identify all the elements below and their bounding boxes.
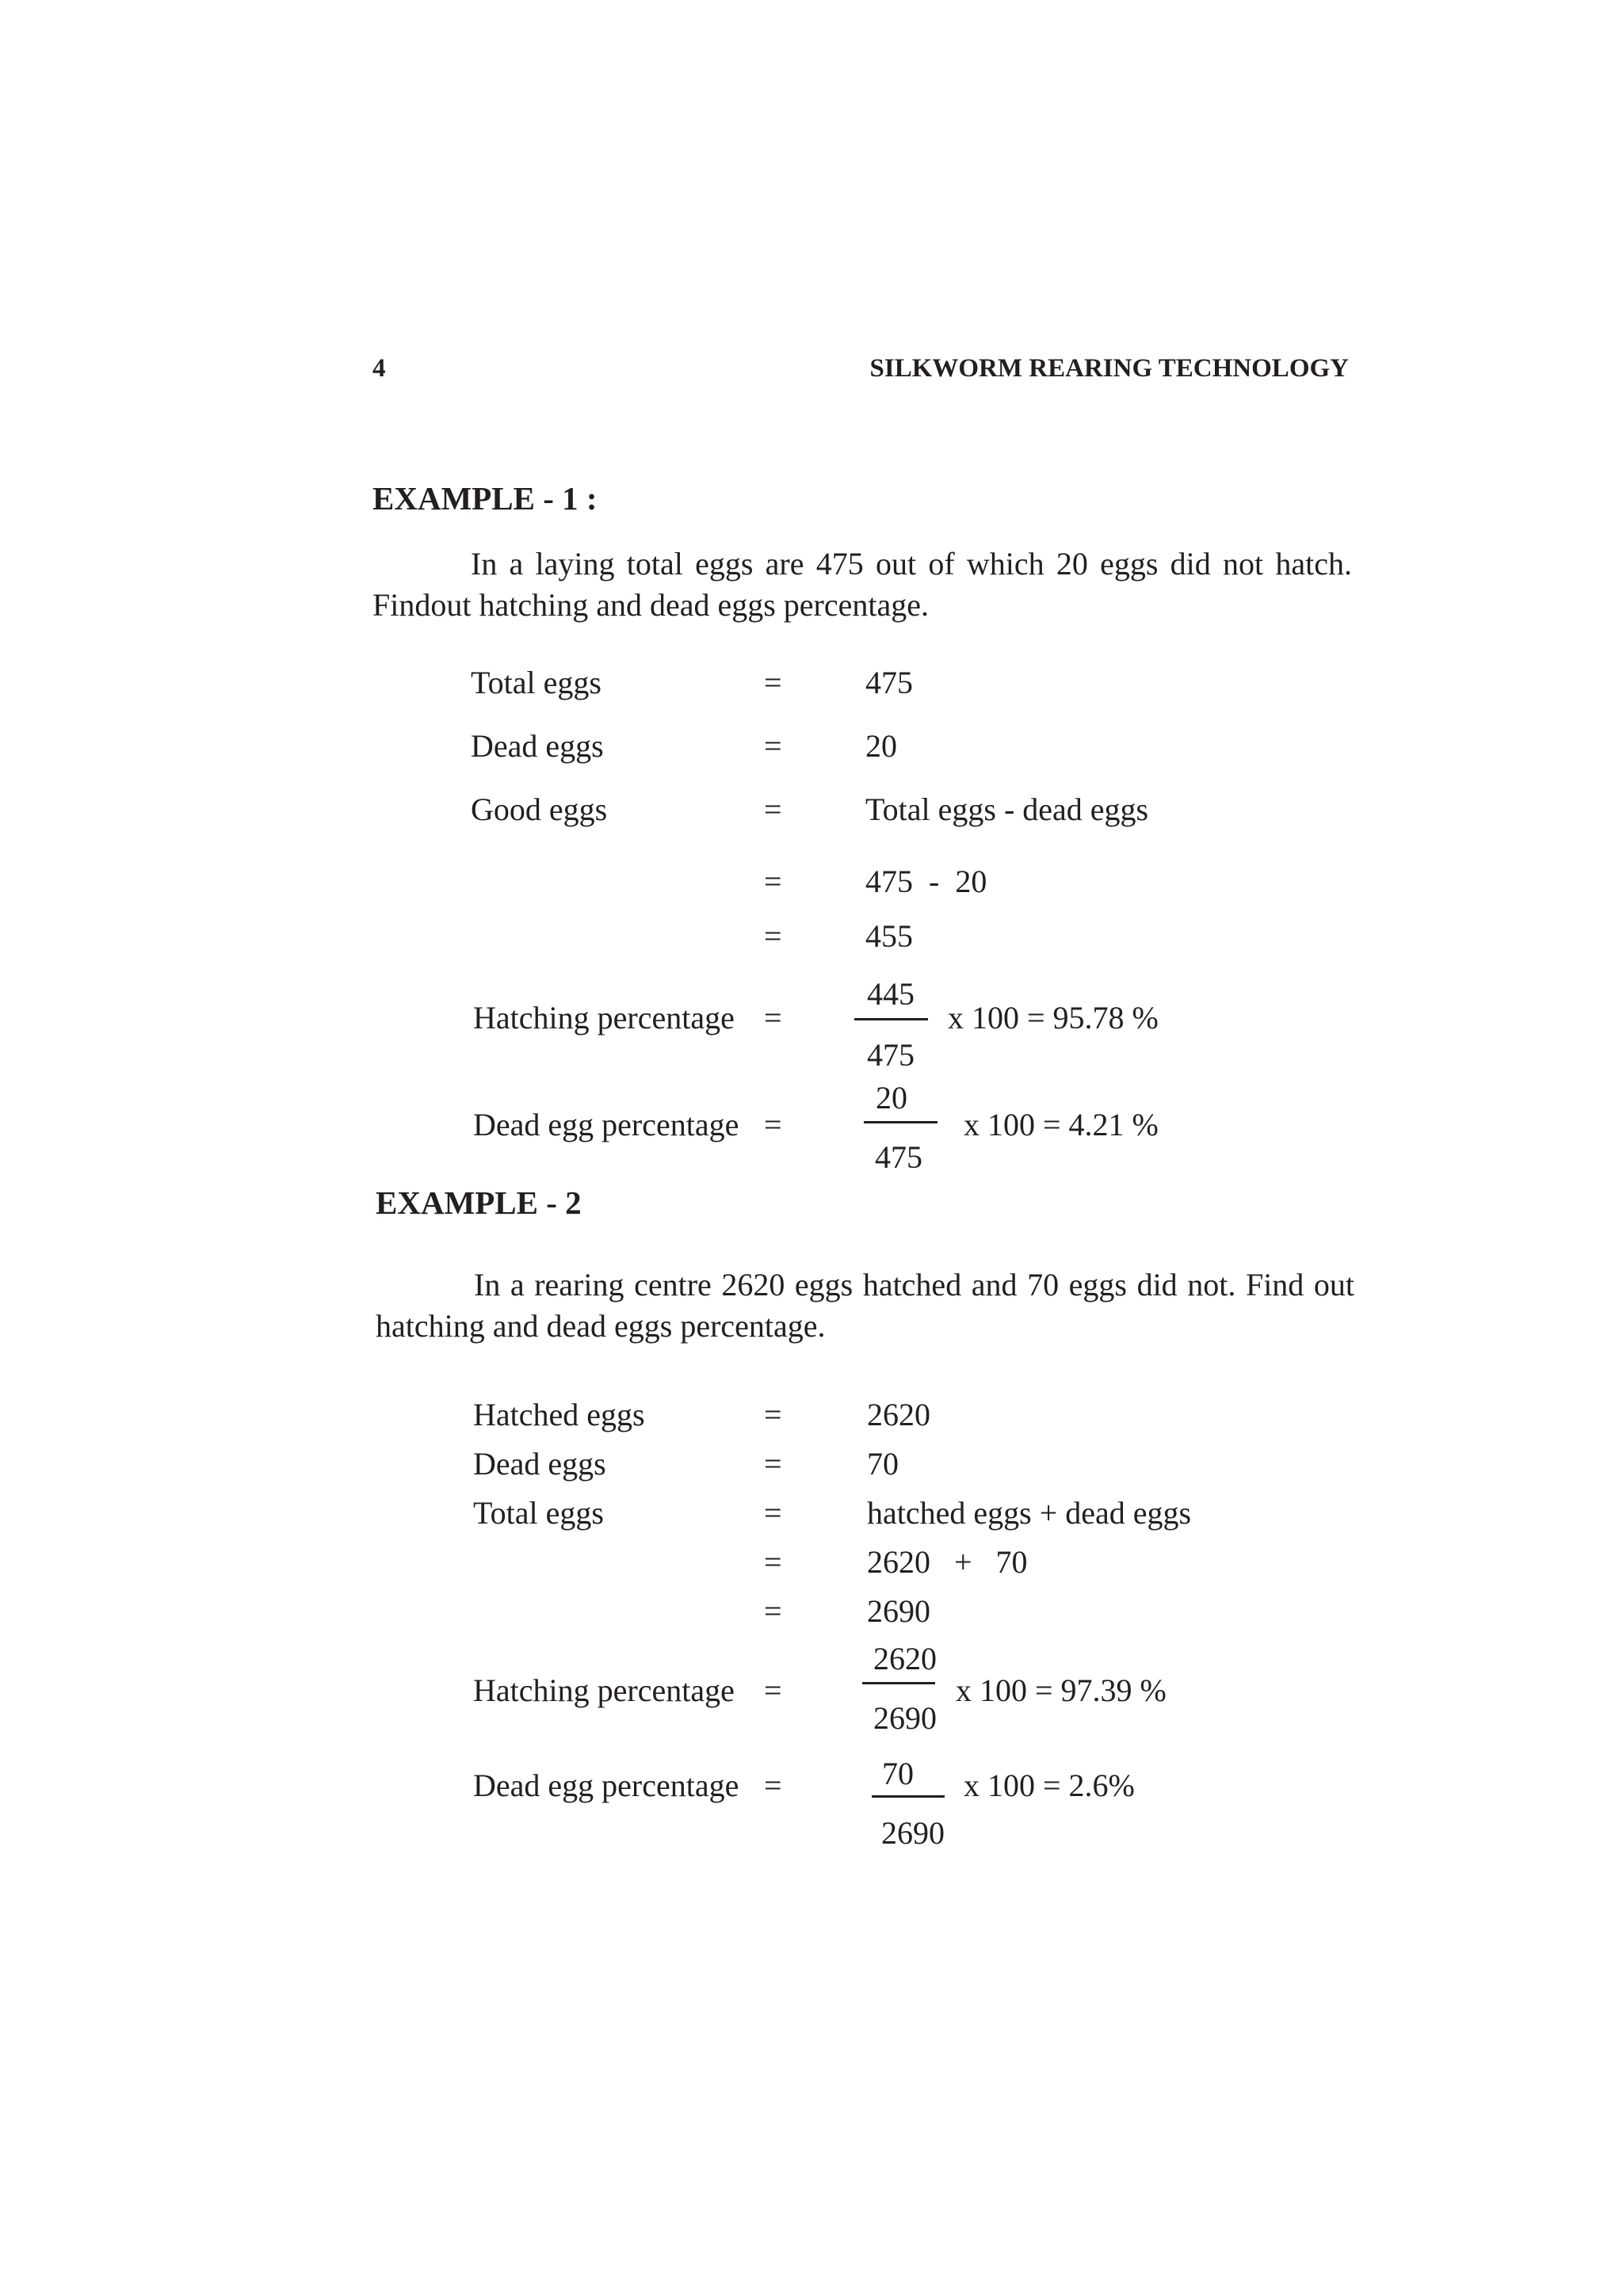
equals-sign: =: [764, 1397, 782, 1432]
fraction-bar: [872, 1795, 945, 1798]
example-1-problem-line-2: Findout hatching and dead eggs percentage.: [372, 587, 929, 623]
dead-percentage-label: Dead egg percentage: [473, 1107, 739, 1142]
hatching-result: x 100 = 95.78 %: [948, 1000, 1159, 1035]
dead-result: x 100 = 4.21 %: [964, 1107, 1159, 1142]
equals-sign: =: [764, 1544, 782, 1580]
equals-sign: =: [764, 728, 782, 764]
equals-sign: =: [764, 1000, 782, 1035]
row-value: 475: [865, 665, 913, 700]
row-label: Total eggs: [473, 1495, 604, 1531]
hatching-percentage-label: Hatching percentage: [473, 1000, 735, 1035]
fraction-numerator: 20: [876, 1080, 907, 1116]
page-number: 4: [372, 354, 386, 383]
row-value: 2620 + 70: [867, 1544, 1028, 1580]
dead-result: x 100 = 2.6%: [964, 1768, 1135, 1803]
example-1-heading: EXAMPLE - 1 :: [372, 480, 598, 517]
row-value: 2620: [867, 1397, 930, 1432]
row-value: 475 - 20: [865, 864, 987, 899]
row-label: Dead eggs: [473, 1446, 606, 1482]
dead-percentage-label: Dead egg percentage: [473, 1768, 739, 1803]
fraction-denominator: 2690: [873, 1700, 937, 1736]
row-label: Good eggs: [471, 791, 608, 827]
equals-sign: =: [764, 665, 782, 700]
equals-sign: =: [764, 864, 782, 899]
row-value: 455: [865, 918, 913, 954]
fraction-numerator: 445: [867, 976, 915, 1012]
fraction-numerator: 2620: [873, 1641, 937, 1676]
hatching-percentage-label: Hatching percentage: [473, 1672, 735, 1708]
fraction-bar: [862, 1682, 935, 1684]
equals-sign: =: [764, 1446, 782, 1482]
equals-sign: =: [764, 1768, 782, 1803]
hatching-result: x 100 = 97.39 %: [956, 1672, 1167, 1708]
row-label: Dead eggs: [471, 728, 604, 764]
equals-sign: =: [764, 791, 782, 827]
example-2-heading: EXAMPLE - 2: [376, 1184, 582, 1221]
fraction-bar: [864, 1121, 938, 1123]
equals-sign: =: [764, 918, 782, 954]
equals-sign: =: [764, 1593, 782, 1629]
row-value: 2690: [867, 1593, 930, 1629]
example-1-problem-line-1: In a laying total eggs are 475 out of which 20 eggs did not hatch.: [471, 546, 1352, 582]
fraction-denominator: 2690: [881, 1815, 945, 1851]
fraction-denominator: 475: [875, 1139, 922, 1175]
example-2-problem-line-2: hatching and dead eggs percentage.: [376, 1308, 826, 1344]
equals-sign: =: [764, 1672, 782, 1708]
row-value: Total eggs - dead eggs: [865, 791, 1149, 827]
fraction-bar: [854, 1018, 928, 1020]
fraction-denominator: 475: [867, 1037, 915, 1073]
row-value: 70: [867, 1446, 899, 1482]
row-label: Total eggs: [471, 665, 601, 700]
fraction-numerator: 70: [882, 1756, 914, 1791]
row-label: Hatched eggs: [473, 1397, 645, 1432]
example-2-problem: [376, 1264, 1354, 1347]
example-1-problem: [372, 543, 1352, 626]
equals-sign: =: [764, 1107, 782, 1142]
running-title: SILKWORM REARING TECHNOLOGY: [869, 354, 1349, 383]
equals-sign: =: [764, 1495, 782, 1531]
example-2-problem-line-1: In a rearing centre 2620 eggs hatched and 70 eggs did not. Find out: [474, 1267, 1354, 1302]
row-value: 20: [865, 728, 897, 764]
row-value: hatched eggs + dead eggs: [867, 1495, 1192, 1531]
